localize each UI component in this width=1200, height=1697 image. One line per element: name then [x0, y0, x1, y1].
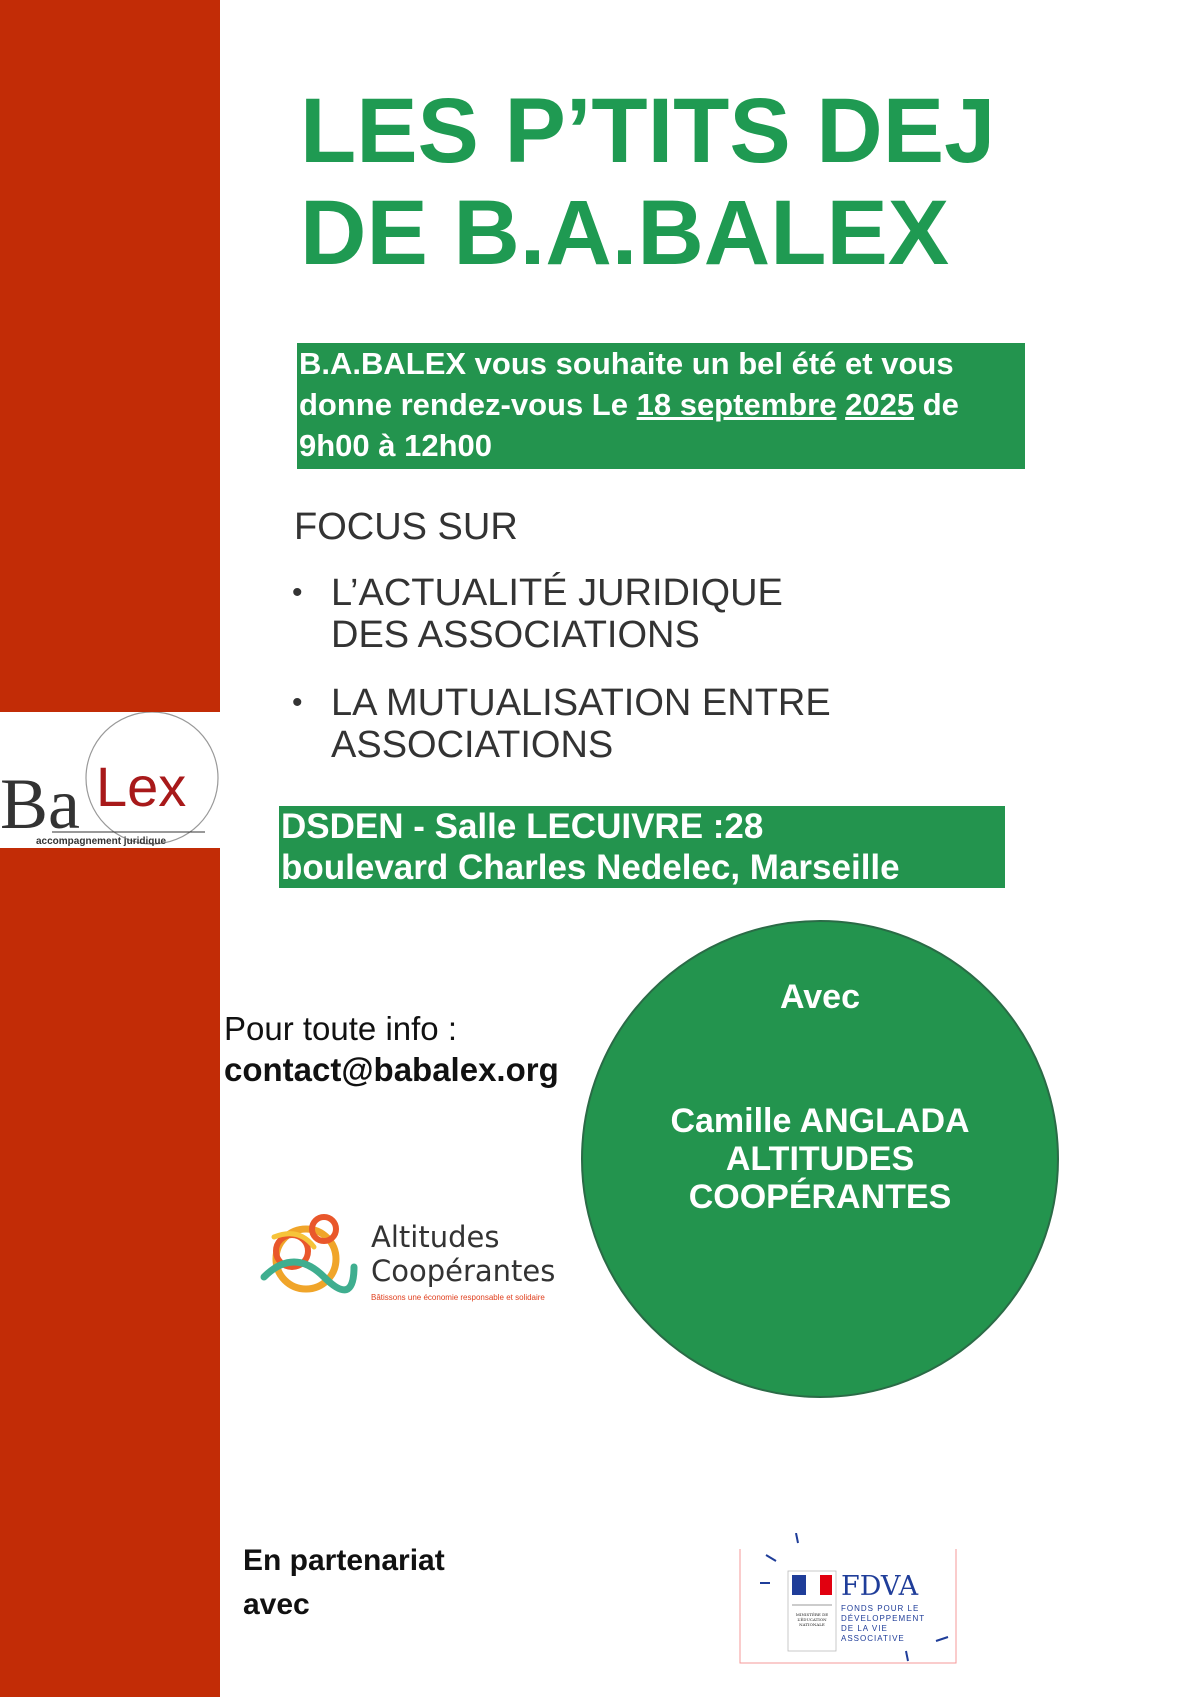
- speaker-details: [583, 1102, 1057, 1216]
- altitudes-tagline: Bâtissons une économie responsable et solidaire: [371, 1293, 545, 1302]
- partner-label: [243, 1539, 445, 1627]
- bullet-icon: •: [292, 686, 303, 719]
- fdva-subtitle: FONDS POUR LE DÉVELOPPEMENT DE LA VIE ASSOCIATIVE: [841, 1604, 925, 1643]
- bullet-icon: •: [292, 576, 303, 609]
- location-line-2: boulevard Charles Nedelec, Marseille: [281, 848, 900, 887]
- red-sidebar: [0, 0, 220, 1697]
- location-line-1: DSDEN - Salle LECUIVRE :28: [281, 807, 764, 846]
- focus-item-line-1: LA MUTUALISATION ENTRE: [331, 682, 831, 724]
- focus-item: [290, 572, 831, 656]
- invitation-year: 2025: [845, 387, 915, 422]
- contact-info: [224, 1008, 559, 1090]
- invitation-time: de 9h00 à 12h00: [299, 387, 959, 463]
- altitudes-line-1: Altitudes: [371, 1220, 500, 1254]
- invitation-banner: [297, 343, 1025, 469]
- speaker-org-line-2: COOPÉRANTES: [688, 1178, 952, 1216]
- invitation-text: B.A.BALEX vous souhaite un bel été et vous donne rendez-vous Le: [299, 346, 954, 422]
- page-title: [300, 80, 995, 284]
- contact-label: Pour toute info :: [224, 1010, 457, 1047]
- focus-item: [290, 682, 831, 766]
- babalex-logo-lex: Lex: [96, 755, 187, 818]
- fdva-ministry-text: MINISTÈRE DE L’ÉDUCATION NATIONALE: [795, 1612, 829, 1627]
- invitation-date: 18 septembre: [636, 387, 837, 422]
- location-banner: [279, 806, 1005, 888]
- altitudes-swirl-icon: [254, 1207, 364, 1307]
- focus-label: FOCUS SUR: [294, 506, 518, 548]
- babalex-logo-letters: Ba: [0, 764, 80, 844]
- partner-line-2: avec: [243, 1588, 310, 1621]
- babalex-logo-tagline: accompagnement juridique: [36, 836, 167, 847]
- title-line-1: LES P’TITS DEJ: [300, 80, 996, 182]
- focus-list: [290, 572, 831, 792]
- title-line-2: DE B.A.BALEX: [300, 182, 950, 284]
- altitudes-name: [371, 1220, 555, 1288]
- focus-item-line-1: L’ACTUALITÉ JURIDIQUE: [331, 572, 783, 614]
- babalex-logo: [0, 712, 220, 848]
- babalex-logo-graphic: [0, 712, 220, 848]
- partner-line-1: En partenariat: [243, 1544, 445, 1577]
- altitudes-line-2: Coopérantes: [371, 1254, 556, 1288]
- speaker-name: Camille ANGLADA: [670, 1102, 970, 1140]
- contact-email-link[interactable]: contact@babalex.org: [224, 1051, 559, 1088]
- speaker-circle: [581, 920, 1059, 1398]
- speaker-avec: Avec: [779, 978, 861, 1016]
- focus-item-line-2: DES ASSOCIATIONS: [331, 614, 700, 656]
- speaker-org-line-1: ALTITUDES: [725, 1140, 915, 1178]
- fdva-logo: [736, 1533, 960, 1665]
- focus-item-line-2: ASSOCIATIONS: [331, 724, 614, 766]
- altitudes-cooperantes-logo: [254, 1207, 574, 1307]
- fdva-name: FDVA: [841, 1571, 919, 1602]
